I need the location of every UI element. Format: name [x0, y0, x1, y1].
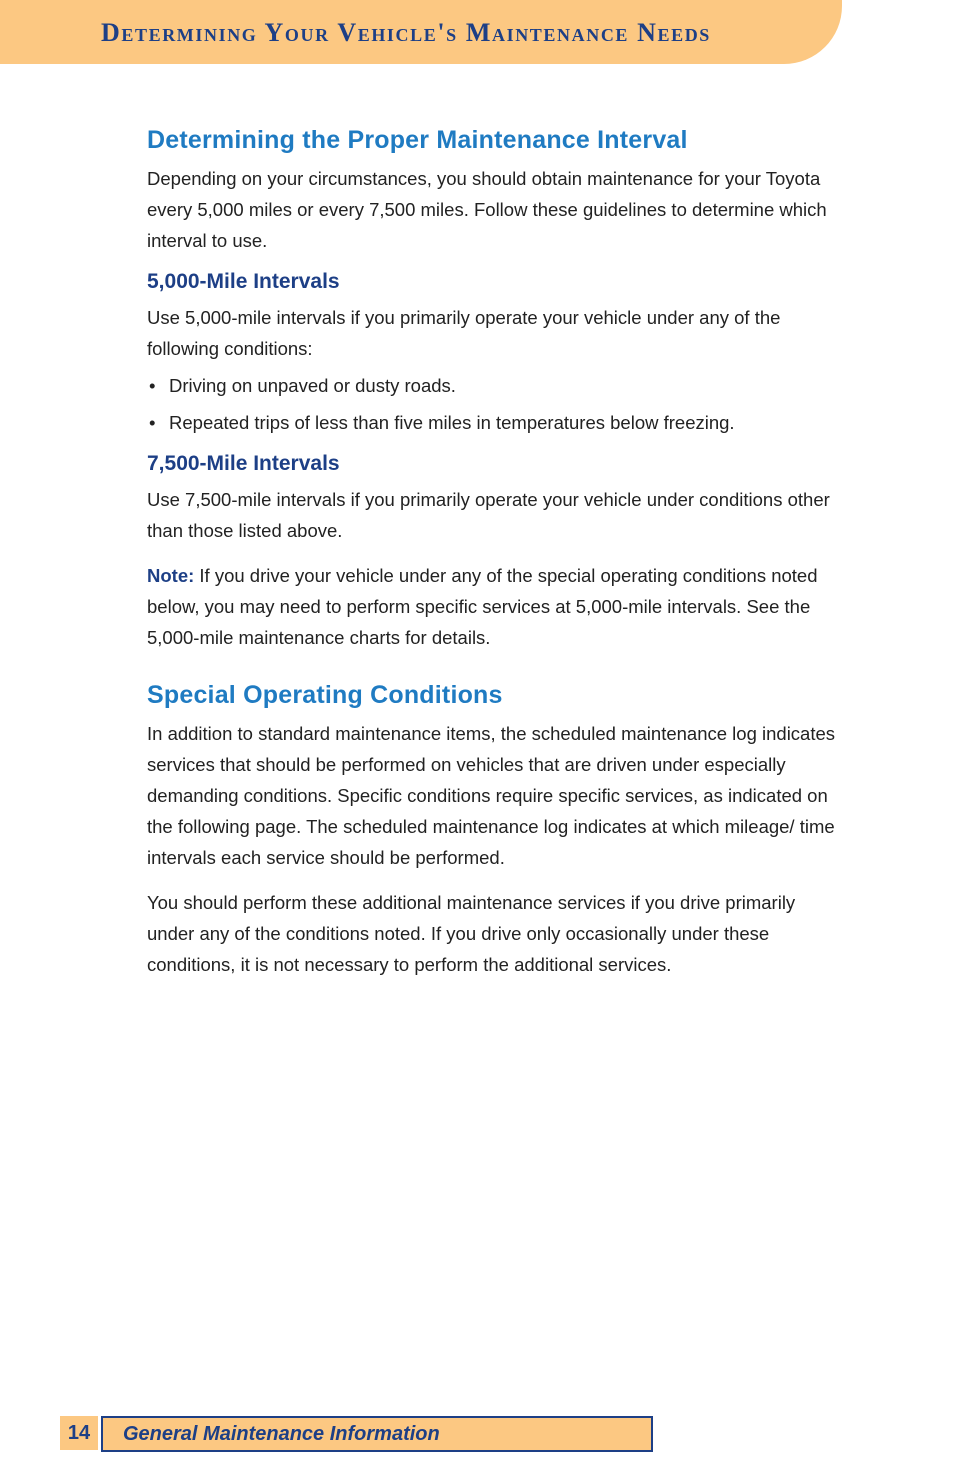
footer-section-label: General Maintenance Information	[123, 1423, 440, 1445]
special-paragraph-2: You should perform these additional maintenance services if you drive primarily under any of the conditions noted. If you drive only occasionally under these conditions, it is not necessary to perform the additional services.	[147, 892, 796, 975]
conditions-list	[147, 370, 847, 438]
five-thousand-heading: 5,000-Mile Intervals	[147, 270, 340, 293]
list-item-text: Driving on unpaved or dusty roads.	[169, 375, 456, 396]
five-thousand-body: Use 5,000-mile intervals if you primarily operate your vehicle under any of the following conditions:	[147, 307, 781, 359]
page-title: Determining Your Vehicle's Maintenance Needs	[101, 18, 711, 47]
bullet-icon: •	[149, 375, 156, 396]
note-paragraph	[147, 560, 847, 653]
note-label: Note:	[147, 565, 195, 586]
seven-five-body: Use 7,500-mile intervals if you primarily operate your vehicle under conditions other than those listed above.	[147, 489, 830, 541]
page-number: 14	[60, 1416, 98, 1450]
main-content	[147, 126, 847, 980]
note-text: If you drive your vehicle under any of the special operating conditions noted below, you may need to perform specific services at 5,000-mile intervals. See the 5,000-mile maintenance charts for details.	[147, 565, 818, 648]
interval-heading: Determining the Proper Maintenance Interval	[147, 126, 688, 154]
interval-intro: Depending on your circumstances, you should obtain maintenance for your Toyota every 5,000 miles or every 7,500 miles. Follow these guidelines to determine which interval to use.	[147, 168, 827, 251]
list-item	[147, 407, 847, 438]
bullet-icon: •	[149, 412, 156, 433]
list-item	[147, 370, 847, 401]
seven-five-heading: 7,500-Mile Intervals	[147, 452, 340, 475]
footer-bar	[101, 1416, 653, 1452]
list-item-text: Repeated trips of less than five miles in temperatures below freezing.	[169, 412, 735, 433]
special-heading: Special Operating Conditions	[147, 681, 503, 709]
special-paragraph-1: In addition to standard maintenance items, the scheduled maintenance log indicates services that should be performed on vehicles that are driven under especially demanding conditions. Specific conditions require specific services, as indicated on the following page. The scheduled maintenance log indicates at which mileage/ time intervals each service should be performed.	[147, 723, 836, 868]
